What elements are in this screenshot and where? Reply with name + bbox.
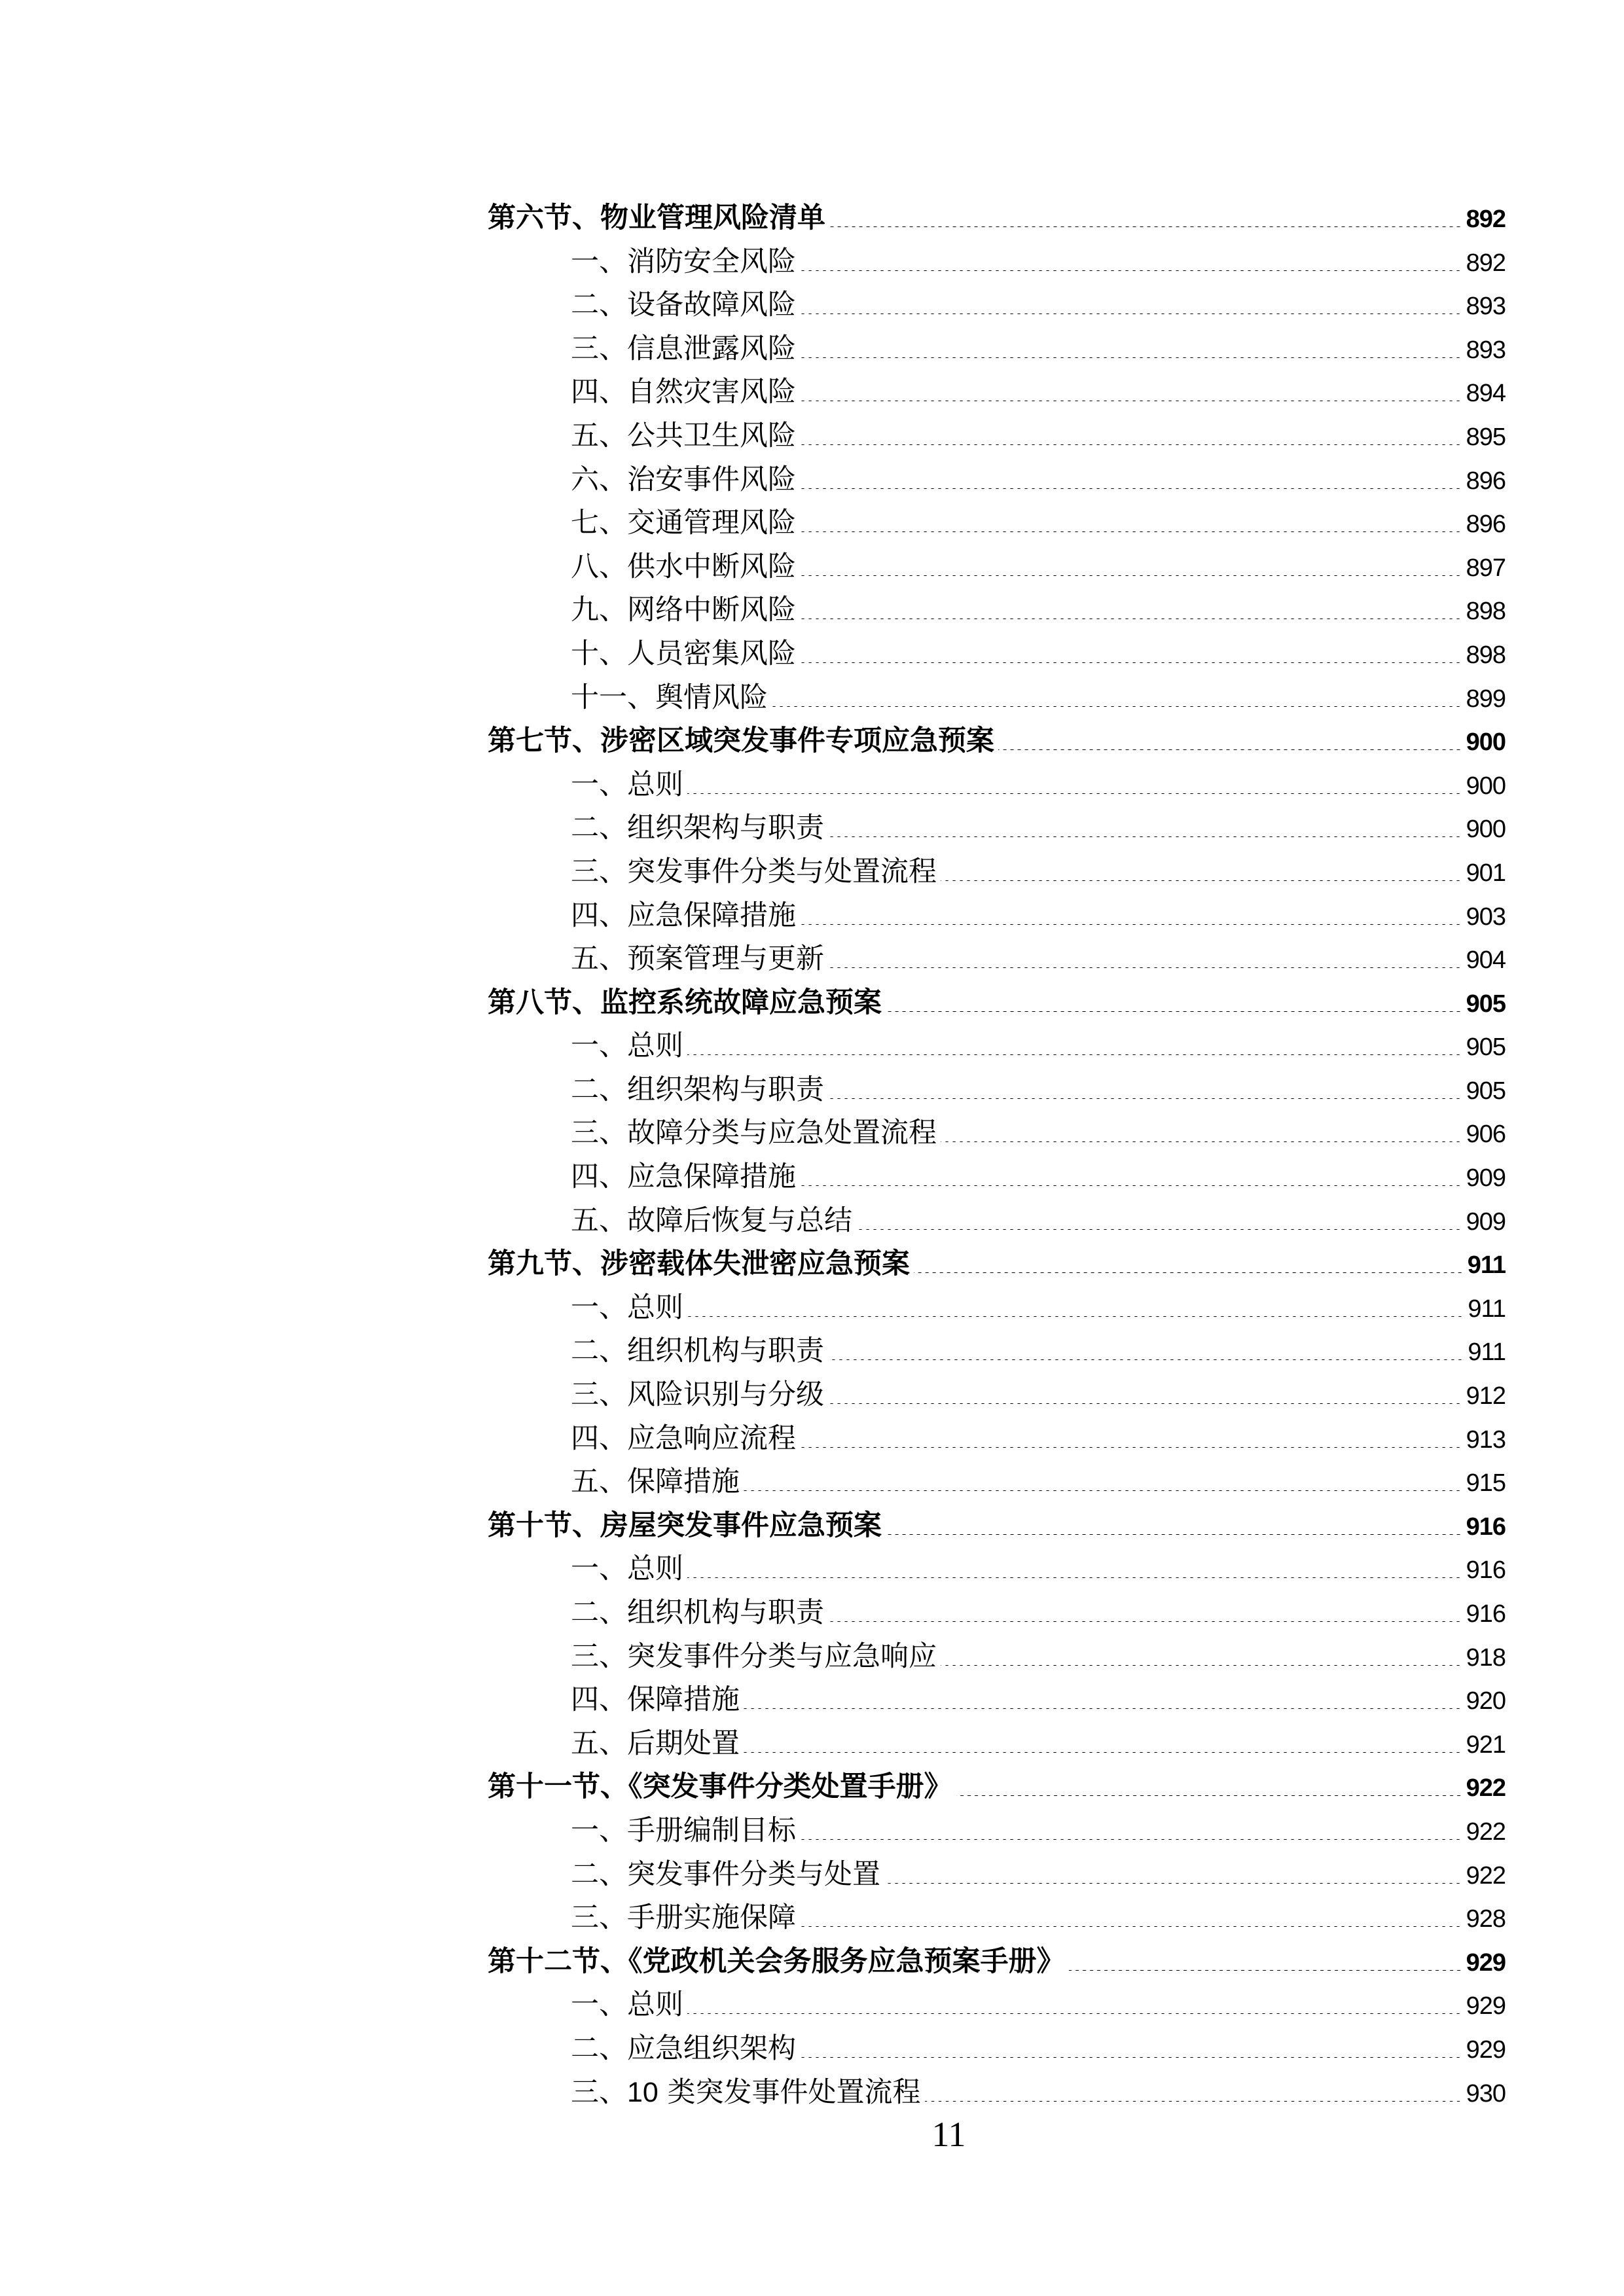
toc-entry-page-number: 918	[1466, 1643, 1506, 1672]
toc-subsection-entry[interactable]	[488, 1199, 1506, 1243]
toc-entry-page-number: 894	[1466, 380, 1506, 408]
dot-leader	[1069, 1970, 1464, 1971]
dot-leader	[828, 1621, 1464, 1622]
toc-subsection-entry[interactable]	[488, 676, 1506, 720]
toc-section-entry[interactable]	[488, 1940, 1506, 1984]
toc-entry-title: 三、突发事件分类与应急响应	[571, 1640, 937, 1673]
dot-leader	[744, 1708, 1464, 1709]
toc-entry-page-number: 920	[1466, 1687, 1506, 1715]
toc-entry-title: 第十节、房屋突发事件应急预案	[488, 1509, 882, 1542]
toc-entry-title: 第七节、涉密区域突发事件专项应急预案	[488, 725, 994, 758]
toc-entry-page-number: 928	[1466, 1905, 1506, 1933]
toc-subsection-entry[interactable]	[488, 1329, 1506, 1373]
toc-subsection-entry[interactable]	[488, 937, 1506, 981]
toc-subsection-entry[interactable]	[488, 414, 1506, 458]
toc-entry-title: 一、总则	[571, 1030, 683, 1063]
dot-leader	[828, 1403, 1464, 1404]
toc-entry-title: 第九节、涉密载体失泄密应急预案	[488, 1247, 910, 1281]
toc-subsection-entry[interactable]	[488, 1809, 1506, 1853]
toc-subsection-entry[interactable]	[488, 283, 1506, 327]
toc-entry-title: 三、突发事件分类与处置流程	[571, 855, 937, 888]
dot-leader	[925, 2101, 1464, 2102]
toc-entry-page-number: 922	[1466, 1774, 1506, 1803]
toc-entry-page-number: 911	[1468, 1295, 1506, 1323]
toc-entry-page-number: 896	[1466, 511, 1506, 539]
toc-entry-page-number: 916	[1466, 1600, 1506, 1628]
dot-leader	[800, 1447, 1464, 1448]
dot-leader	[744, 1490, 1464, 1491]
toc-entry-page-number: 916	[1466, 1556, 1506, 1585]
toc-entry-page-number: 905	[1466, 990, 1506, 1018]
toc-entry-title: 一、总则	[571, 1552, 683, 1586]
dot-leader	[856, 1229, 1464, 1230]
toc-entry-page-number: 897	[1466, 554, 1506, 582]
toc-entry-title: 七、交通管理风险	[571, 507, 796, 540]
toc-subsection-entry[interactable]	[488, 501, 1506, 545]
dot-leader	[800, 1839, 1464, 1840]
toc-subsection-entry[interactable]	[488, 1983, 1506, 2027]
toc-entry-page-number: 898	[1466, 641, 1506, 669]
toc-subsection-entry[interactable]	[488, 240, 1506, 284]
toc-entry-page-number: 915	[1466, 1469, 1506, 1498]
toc-entry-title: 第十一节、《突发事件分类处置手册》	[488, 1770, 952, 1804]
toc-entry-page-number: 892	[1466, 249, 1506, 277]
toc-entry-page-number: 922	[1466, 1818, 1506, 1846]
dot-leader	[998, 749, 1464, 750]
toc-entry-page-number: 929	[1466, 2036, 1506, 2064]
toc-entry-title: 四、应急保障措施	[571, 1160, 796, 1194]
toc-entry-title: 第八节、监控系统故障应急预案	[488, 986, 882, 1019]
toc-subsection-entry[interactable]	[488, 1417, 1506, 1461]
toc-subsection-entry[interactable]	[488, 1896, 1506, 1940]
toc-subsection-entry[interactable]	[488, 1635, 1506, 1679]
toc-subsection-entry[interactable]	[488, 1460, 1506, 1504]
toc-subsection-entry[interactable]	[488, 894, 1506, 938]
toc-entry-page-number: 893	[1466, 293, 1506, 321]
dot-leader	[884, 1883, 1464, 1884]
toc-entry-page-number: 900	[1466, 816, 1506, 844]
dot-leader	[687, 1577, 1464, 1578]
toc-subsection-entry[interactable]	[488, 1155, 1506, 1199]
toc-subsection-entry[interactable]	[488, 370, 1506, 414]
dot-leader	[828, 1359, 1465, 1360]
toc-entry-page-number: 892	[1466, 206, 1506, 233]
toc-entry-title: 二、组织架构与职责	[571, 1073, 824, 1106]
dot-leader	[828, 967, 1464, 968]
toc-entry-title: 四、应急保障措施	[571, 899, 796, 932]
toc-section-entry[interactable]	[488, 196, 1506, 240]
toc-entry-title: 一、手册编制目标	[571, 1814, 796, 1847]
toc-entry-page-number: 930	[1466, 2079, 1506, 2108]
toc-subsection-entry[interactable]	[488, 1547, 1506, 1591]
toc-entry-title: 二、组织机构与职责	[571, 1596, 824, 1629]
dot-leader	[941, 880, 1464, 881]
toc-entry-title: 三、信息泄露风险	[571, 332, 796, 365]
toc-entry-page-number: 911	[1467, 1251, 1506, 1280]
toc-entry-title: 四、保障措施	[571, 1683, 740, 1717]
dot-leader	[828, 836, 1464, 837]
dot-leader	[687, 1316, 1465, 1317]
toc-entry-title: 三、手册实施保障	[571, 1901, 796, 1935]
toc-entry-page-number: 899	[1466, 685, 1506, 713]
toc-subsection-entry[interactable]	[488, 1373, 1506, 1417]
toc-subsection-entry[interactable]	[488, 588, 1506, 632]
toc-subsection-entry[interactable]	[488, 850, 1506, 894]
toc-section-entry[interactable]	[488, 1765, 1506, 1809]
dot-leader	[914, 1272, 1465, 1273]
toc-section-entry[interactable]	[488, 719, 1506, 763]
dot-leader	[800, 2057, 1464, 2058]
dot-leader	[800, 1185, 1464, 1186]
toc-entry-page-number: 903	[1466, 903, 1506, 931]
inline-number: 10	[627, 2076, 659, 2108]
toc-entry-page-number: 898	[1466, 598, 1506, 626]
toc-subsection-entry[interactable]	[488, 806, 1506, 850]
toc-entry-page-number: 906	[1466, 1121, 1506, 1149]
toc-entry-page-number: 900	[1466, 728, 1506, 757]
toc-entry-page-number: 929	[1466, 1992, 1506, 2020]
toc-entry-title: 三、风险识别与分级	[571, 1378, 824, 1412]
dot-leader	[687, 2013, 1464, 2014]
dot-leader	[886, 1534, 1464, 1535]
toc-entry-title: 二、突发事件分类与处置	[571, 1857, 880, 1891]
dot-leader	[687, 793, 1464, 794]
toc-entry-page-number: 896	[1466, 467, 1506, 495]
toc-entry-page-number: 912	[1466, 1382, 1506, 1410]
toc-entry-title: 十、人员密集风险	[571, 637, 796, 670]
toc-entry-title: 五、保障措施	[571, 1465, 740, 1499]
toc-entry-title: 五、故障后恢复与总结	[571, 1204, 852, 1237]
toc-section-entry[interactable]	[488, 981, 1506, 1025]
dot-leader	[772, 706, 1464, 707]
toc-subsection-entry[interactable]	[488, 763, 1506, 807]
toc-entry-title: 二、组织机构与职责	[571, 1335, 824, 1368]
toc-entry-page-number: 909	[1466, 1208, 1506, 1236]
dot-leader	[800, 1926, 1464, 1927]
dot-leader	[687, 1054, 1464, 1055]
toc-entry-title: 四、自然灾害风险	[571, 376, 796, 409]
dot-leader	[956, 1795, 1464, 1796]
toc-entry-page-number: 922	[1466, 1861, 1506, 1890]
toc-subsection-entry[interactable]	[488, 1286, 1506, 1330]
toc-subsection-entry[interactable]	[488, 1722, 1506, 1766]
toc-entry-page-number: 893	[1466, 336, 1506, 364]
toc-section-entry[interactable]	[488, 1242, 1506, 1286]
toc-entry-title: 六、治安事件风险	[571, 463, 796, 496]
toc-entry-page-number: 895	[1466, 423, 1506, 451]
toc-entry-title: 八、供水中断风险	[571, 550, 796, 583]
toc-entry-page-number: 916	[1466, 1513, 1506, 1541]
toc-entry-title: 五、预案管理与更新	[571, 942, 824, 976]
toc-subsection-entry[interactable]	[488, 1591, 1506, 1635]
toc-entry-title: 一、总则	[571, 1291, 683, 1324]
toc-entry-page-number: 905	[1466, 1077, 1506, 1105]
toc-subsection-entry[interactable]	[488, 327, 1506, 371]
toc-entry-page-number: 900	[1466, 772, 1506, 800]
toc-entry-title: 一、消防安全风险	[571, 245, 796, 278]
toc-entry-title: 二、应急组织架构	[571, 2032, 796, 2065]
toc-entry-title: 五、后期处置	[571, 1727, 740, 1760]
dot-leader	[800, 270, 1464, 271]
table-of-contents	[488, 196, 1506, 2114]
toc-entry-page-number: 911	[1468, 1338, 1506, 1367]
toc-entry-page-number: 921	[1466, 1731, 1506, 1759]
toc-entry-title: 三、故障分类与应急处置流程	[571, 1117, 937, 1150]
toc-subsection-entry[interactable]	[488, 1853, 1506, 1897]
toc-subsection-entry[interactable]	[488, 1678, 1506, 1722]
dot-leader	[800, 488, 1464, 489]
toc-entry-page-number: 904	[1466, 946, 1506, 975]
toc-entry-title: 四、应急响应流程	[571, 1422, 796, 1455]
page-number: 11	[931, 2115, 966, 2154]
dot-leader	[829, 226, 1464, 227]
toc-section-entry[interactable]	[488, 1504, 1506, 1548]
toc-entry-title: 第十二节、《党政机关会务服务应急预案手册》	[488, 1945, 1065, 1978]
toc-subsection-entry[interactable]	[488, 1024, 1506, 1068]
toc-subsection-entry[interactable]	[488, 1068, 1506, 1112]
toc-subsection-entry[interactable]	[488, 632, 1506, 676]
toc-entry-title: 二、设备故障风险	[571, 289, 796, 322]
dot-leader	[744, 1752, 1464, 1753]
dot-leader	[800, 357, 1464, 358]
toc-entry-page-number: 901	[1466, 859, 1506, 887]
toc-entry-title: 一、总则	[571, 768, 683, 801]
dot-leader	[800, 531, 1464, 532]
toc-subsection-entry[interactable]	[488, 545, 1506, 589]
dot-leader	[886, 1011, 1464, 1012]
toc-subsection-entry[interactable]	[488, 2027, 1506, 2071]
dot-leader	[941, 1665, 1464, 1666]
toc-entry-title: 十一、舆情风险	[571, 681, 768, 714]
toc-entry-page-number: 909	[1466, 1164, 1506, 1193]
toc-entry-page-number: 905	[1466, 1033, 1506, 1062]
toc-subsection-entry[interactable]	[488, 1111, 1506, 1155]
toc-entry-title: 五、公共卫生风险	[571, 419, 796, 452]
toc-subsection-entry[interactable]	[488, 458, 1506, 502]
dot-leader	[800, 575, 1464, 576]
toc-entry-title: 二、组织架构与职责	[571, 812, 824, 845]
toc-entry-page-number: 929	[1466, 1948, 1506, 1977]
toc-entry-title: 第六节、物业管理风险清单	[488, 202, 825, 234]
dot-leader	[828, 1098, 1464, 1099]
dot-leader	[800, 444, 1464, 445]
dot-leader	[941, 1141, 1464, 1142]
toc-subsection-entry[interactable]	[488, 2071, 1506, 2115]
dot-leader	[800, 924, 1464, 925]
dot-leader	[800, 662, 1464, 663]
toc-entry-page-number: 913	[1466, 1426, 1506, 1454]
toc-entry-title: 三、10 类突发事件处置流程	[571, 2075, 921, 2109]
toc-entry-title: 一、总则	[571, 1988, 683, 2022]
toc-entry-title: 九、网络中断风险	[571, 594, 796, 627]
